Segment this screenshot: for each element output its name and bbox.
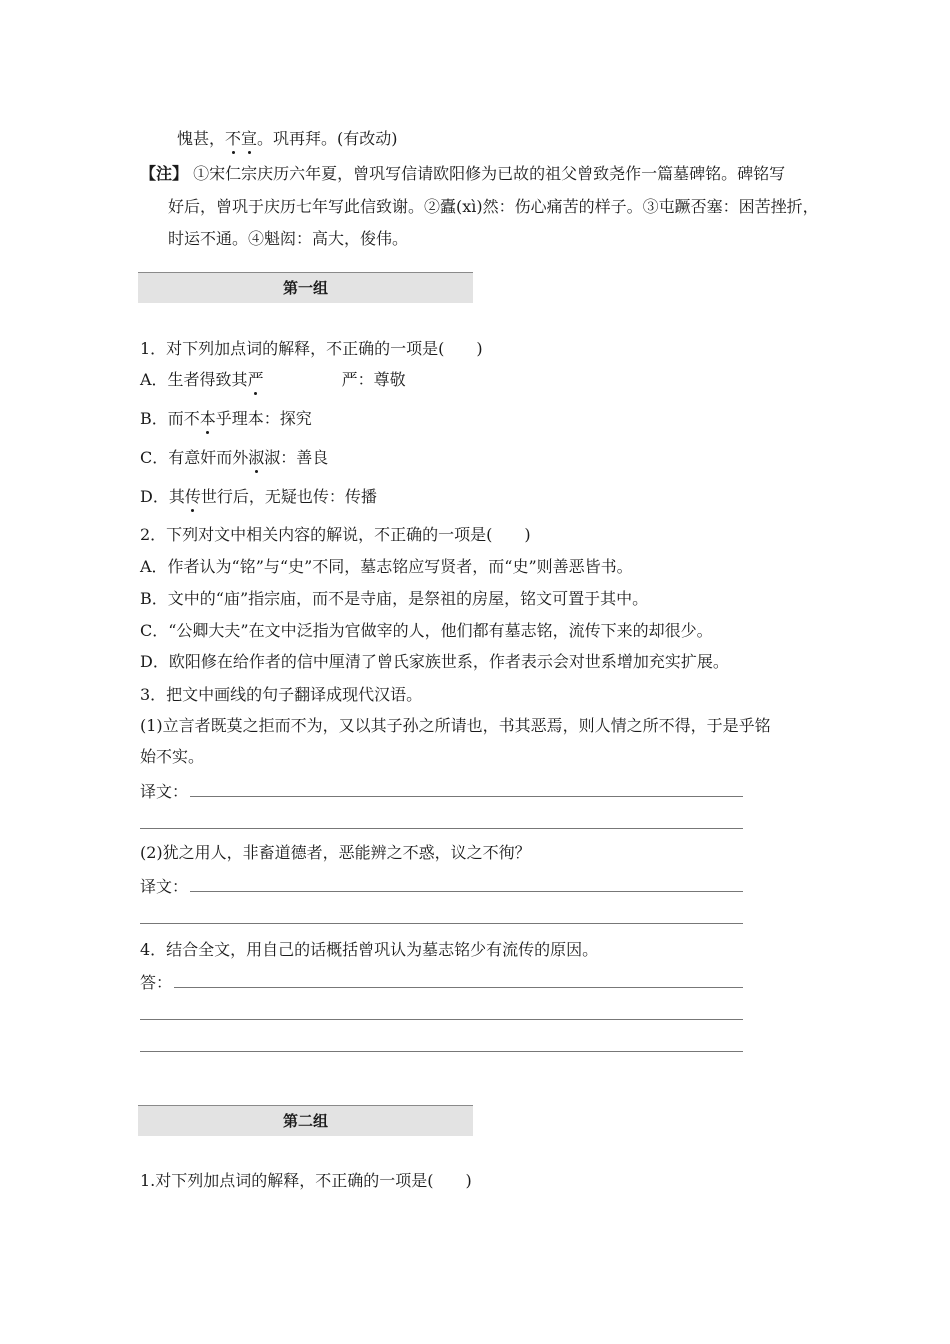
dotted-char: 淑 <box>248 448 265 467</box>
note-tag: 【注】 <box>140 164 189 183</box>
dotted-char: 传 <box>184 487 201 506</box>
q3-sentence-2: (2)犹之用人，非畜道德者，恶能辨之不惑，议之不徇？ <box>140 843 531 862</box>
q2-option-c: C．“公卿大夫”在文中泛指为官做宰的人，他们都有墓志铭，流传下来的却很少。 <box>140 621 713 640</box>
answer-line[interactable] <box>140 1051 743 1052</box>
option-text: C．有意奸而外 <box>140 448 249 467</box>
note-line-1 <box>140 164 785 184</box>
passage-end-line <box>177 129 398 149</box>
question-4-stem: 4．结合全文，用自己的话概括曾巩认为墓志铭少有流传的原因。 <box>140 940 599 959</box>
option-text: A．生者得致其 <box>140 370 248 389</box>
note-line-2: 好后，曾巩于庆历七年写此信致谢。②蠹(xì)然：伤心痛苦的样子。③屯蹶否塞：困苦挫折， <box>168 197 819 216</box>
option-text: B．而不 <box>140 409 200 428</box>
option-text: 淑：善良 <box>264 448 329 467</box>
question-5-stem: 1.对下列加点词的解释，不正确的一项是( ) <box>140 1171 472 1190</box>
section-header-1: 第一组 <box>138 272 473 303</box>
answer-line[interactable] <box>140 923 743 924</box>
answer-line[interactable] <box>140 828 743 829</box>
dotted-char: 不 <box>225 129 242 148</box>
q1-option-c <box>140 448 328 468</box>
section-header-2: 第二组 <box>138 1105 473 1136</box>
question-2-stem: 2．下列对文中相关内容的解说，不正确的一项是( ) <box>140 525 531 544</box>
question-3-stem: 3．把文中画线的句子翻译成现代汉语。 <box>140 685 423 704</box>
answer-line[interactable] <box>140 1019 743 1020</box>
option-text: 严：尊敬 <box>341 370 406 389</box>
answer-line[interactable] <box>190 796 743 797</box>
passage-text: 愧甚， <box>177 129 226 148</box>
q2-option-a: A．作者认为“铭”与“史”不同，墓志铭应写贤者，而“史”则善恶皆书。 <box>140 557 633 576</box>
answer-label: 译文： <box>140 782 189 801</box>
q2-option-d: D．欧阳修在给作者的信中厘清了曾氏家族世系，作者表示会对世系增加充实扩展。 <box>140 652 729 671</box>
note-text: ①宋仁宗庆历六年夏，曾巩写信请欧阳修为已故的祖父曾致尧作一篇墓碑铭。碑铭写 <box>193 164 786 183</box>
q1-option-b <box>140 409 312 429</box>
option-text: 乎理本：探究 <box>215 409 312 428</box>
q1-option-d <box>140 487 377 507</box>
answer-line[interactable] <box>174 987 743 988</box>
answer-label: 译文： <box>140 877 189 896</box>
answer-label: 答： <box>140 973 173 992</box>
q3-sentence-1-line-2: 始不实。 <box>140 747 205 766</box>
note-line-3: 时运不通。④魁闳：高大，俊伟。 <box>168 229 409 248</box>
dotted-char: 本 <box>199 409 216 428</box>
q1-option-a <box>140 370 406 390</box>
q2-option-b: B．文中的“庙”指宗庙，而不是寺庙，是祭祖的房屋，铭文可置于其中。 <box>140 589 649 608</box>
q3-sentence-1-line-1: (1)立言者既莫之拒而不为，又以其子孙之所请也，书其恶焉，则人情之所不得，于是乎铭 <box>140 716 771 735</box>
passage-text: 。巩再拜。(有改动) <box>257 129 398 148</box>
option-text: 世行后，无疑也传：传播 <box>200 487 377 506</box>
question-1-stem: 1．对下列加点词的解释，不正确的一项是( ) <box>140 339 483 358</box>
dotted-char: 宣 <box>241 129 258 148</box>
option-text: D．其 <box>140 487 185 506</box>
answer-line[interactable] <box>190 891 743 892</box>
dotted-char: 严 <box>247 370 264 389</box>
